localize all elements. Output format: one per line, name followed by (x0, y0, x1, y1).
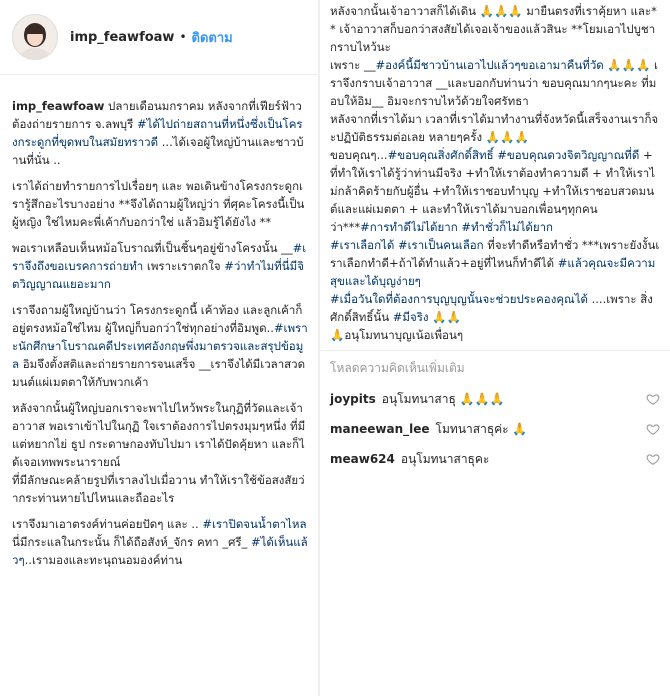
caption-text: 🙏🙏🙏 เราจึงกราบเจ้าอาวาส __และบอกกับท่านว่า ขอบคุณมากๆนะคะ ที่มอบให้อิม__ อิมจะกราบไหว้ด้วยใจศรัทธา (330, 58, 658, 108)
caption-text: ...ได้เจอผู้ใหญ่บ้านและชาวบ้านที่นั่น .. (12, 135, 304, 167)
heart-icon[interactable] (646, 452, 660, 466)
right-panel (320, 0, 670, 696)
hashtag-link[interactable]: #เพราะนักศึกษาโบราณคดีประเทศอังกฤษพึ่งมาตรวจและสรุปข้อมูล (12, 321, 308, 371)
load-more-comments-link[interactable]: โหลดความคิดเห็นเพิ่มเติม (320, 350, 670, 384)
caption-paragraph-10: หลังจากที่เราได้มา เวลาที่เราได้มาทำงานที่จังหวัดนี้เสร็จงานเราก็จะปฏิบัติธรรมต่อเลย หลายๆครั้ง 🙏🙏🙏 (330, 112, 659, 144)
caption-text: พอเราเหลือบเห็นหม้อโบราณที่เป็นชิ้นๆอยู่ข้างโครงนั้น __ (12, 241, 293, 255)
caption-paragraph-3 (12, 239, 308, 293)
follow-button[interactable]: ติดตาม (191, 30, 233, 46)
caption-text: +ที่ทำให้เราได้รู้ว่าท่านมีจริง +ทำให้เราต้องทำความดี + ทำให้เราไม่กล้าคิดร้ายกับผู้อื่น +ทำให้เราชอบทำบุญ +ทำให้เราชอบสวดมนต์และแผ่เมตตา + และทำให้เราได้มาบอกเพื่อนๆทุกคน (330, 148, 656, 216)
caption-text: ....เพราะ สิ่งศักดิ์สิทธิ์นั้น (330, 292, 653, 324)
hashtag-link[interactable]: #เราจึงถึงขอเบรคการถ่ายทำ (12, 241, 307, 273)
caption-text: เราจึงถามผู้ใหญ่บ้านว่า โครงกระดูกนี้ เค้าท้อง และลูกเค้าก็อยู่ตรงหม้อใช่ไหม ผู้ใหญ่ก็บอกว่าใช่ทุกอย่างที่อิมพูด.. (12, 303, 303, 335)
caption-paragraph-15: 🙏อนุโมทนาบุญเน้อเพื่อนๆ (330, 328, 463, 342)
caption-paragraph-5: หลังจากนั้นผู้ใหญ่บอกเราจะพาไปไหว้พระในกุฏิที่วัดและเจ้าอาวาส พอเราเข้าไปในกุฏิ ใจเราต้องการไปตรงมุมๆหนึ่ง ที่มีแต่หยากไย่ ธูป กระดาษกองทับไปมา เราได้ปัดคุ้ยหา และก็ได้เจอเทพพระนารายณ์ (12, 401, 306, 469)
heart-icon[interactable] (646, 392, 660, 406)
hashtag-link[interactable]: #เราปิดจนน้ำตาไหล (202, 517, 307, 531)
caption-text: ..เรามองและทะนุถนอมองค์ท่าน (24, 553, 183, 567)
caption-text: 🙏🙏 (428, 310, 461, 324)
caption-paragraph-11 (330, 146, 660, 218)
comment-text: อนุโมทนาสาธุคะ (400, 451, 490, 466)
post-header (0, 0, 318, 75)
comment-username[interactable]: maneewan_lee (330, 422, 430, 436)
caption-text: เราจึงมาเอาตรงค์ท่านค่อยปัดๆ และ .. (12, 517, 203, 531)
caption-paragraph-6: ที่มีลักษณะคล้ายรูปที่เราลงไปเมื่อวาน ทำให้เราใช้ข้อสงสัยว่ากระท่านหายไปไหนและถืออะไร (12, 473, 305, 505)
caption-paragraph-7 (12, 515, 308, 569)
separator-dot: • (179, 30, 187, 44)
caption-paragraph-12 (330, 218, 660, 236)
hashtag-link[interactable]: #มีจริง (392, 310, 429, 324)
post-caption (0, 75, 318, 569)
comment-row (320, 414, 670, 444)
caption-paragraph-14 (330, 290, 660, 326)
hashtag-link[interactable]: #การทำดีไม่ได้ยาก #ทำชั่วก็ไม่ได้ยาก (360, 220, 554, 234)
comment-row (320, 444, 670, 474)
caption-paragraph-9 (330, 56, 660, 110)
caption-text: ขอบคุณๆ... (330, 148, 388, 162)
hashtag-link[interactable]: #ว่าทำไมที่นี่มีจิตวิญญาณแยอะมาก (12, 259, 304, 291)
caption-text: นี่มีกระแลในกระนั้น ก็ได้ถือสังห์_จักร คทา _ศรี_ (12, 535, 251, 549)
comment-text: โมทนาสาธุค่ะ 🙏 (435, 421, 528, 436)
comment-text: อนุโมทนาสาธุ 🙏🙏🙏 (381, 391, 505, 406)
comment-row (320, 384, 670, 414)
left-panel (0, 0, 318, 696)
caption-text: อิมจึงตั้งสติและถ่ายรายการจนเสร็จ (19, 357, 200, 371)
avatar[interactable] (12, 14, 58, 60)
caption-paragraph-13 (330, 236, 660, 290)
caption-text: __เราจึงได้มีเวลาสวดมนต์แผ่เมตตาให้กับพวกเค้า (12, 357, 306, 389)
hashtag-link[interactable]: #ขอบคุณสิ่งศักดิ์สิทธิ์ #ขอบคุณดวงจิตวิญญาณที่ดี (387, 148, 640, 162)
caption-paragraph-2: เราได้ถ่ายทำรายการไปเรื่อยๆ และ พอเดินข้างโครงกระดูกเรารู้สึกอะไรบางอย่าง **จึงได้ถามผู้ใหญ่ว่า ที่ศุคะโครงนี้เป็นผู้หญิง ใช่ไหมคะพี่เค้ากับอกว่าใช่ แล้วอิมรู้ได้ยังไง ** (12, 179, 305, 229)
hashtag-link[interactable]: #เมื่อวันใดที่ต้องการบุญบุญนั้นจะช่วยประคองคุณได้ (330, 292, 588, 306)
caption-paragraph-8: หลังจากนั้นเจ้าอาวาสก็ได้เดิน 🙏🙏🙏 มายืนตรงที่เราคุ้ยหา และ** เจ้าอาวาสก็บอกว่าสงสัยได้เจอเจ้าของแล้วสินะ **โยมเอาไปบูชากราบไหว้นะ (330, 4, 657, 54)
comment-username[interactable]: joypits (330, 392, 376, 406)
caption-text: ปลายเดือนมกราคม หลังจากที่เฟียร์ฟ้าว ต้องถ่ายรายการ จ.ลพบุรี (12, 99, 302, 131)
caption-text: ว่า*** (330, 220, 361, 234)
caption-text: เพราะ __ (330, 58, 376, 72)
post-username[interactable]: imp_feawfoaw (70, 29, 175, 45)
hashtag-link[interactable]: #แล้วคุณจะมีความสุขและได้บุญง่ายๆ (330, 256, 656, 288)
caption-text: ที่จะทำดีหรือทำชั่ว ***เพราะยังงั้นเราเลือกทำดี+ถ้าได้ทำแล้ว+อยู่ที่ไหนก็ทำดีได้ (330, 238, 660, 270)
hashtag-link[interactable]: #องค์นี้มีชาวบ้านเอาไปแล้วๆขอเอามาคืนที่วัด (375, 58, 604, 72)
caption-text: เพราะเราตกใจ (143, 259, 225, 273)
caption-paragraph-1 (12, 97, 308, 169)
hashtag-link[interactable]: #ได้ไปถ่ายสถานที่หนึ่งซึ่งเป็นโครงกระดูกที่ขุดพบในสมัยทราวดี (12, 117, 303, 149)
hashtag-link[interactable]: #ได้เห็นแล้วๆ (12, 535, 308, 567)
caption-paragraph-4 (12, 301, 308, 391)
comment-username[interactable]: meaw624 (330, 452, 395, 466)
hashtag-link[interactable]: #เราเลือกได้ #เราเป็นคนเลือก (330, 238, 484, 252)
heart-icon[interactable] (646, 422, 660, 436)
caption-continued (320, 0, 670, 344)
caption-username[interactable]: imp_feawfoaw (12, 99, 105, 113)
profile-photo-icon (13, 15, 57, 59)
